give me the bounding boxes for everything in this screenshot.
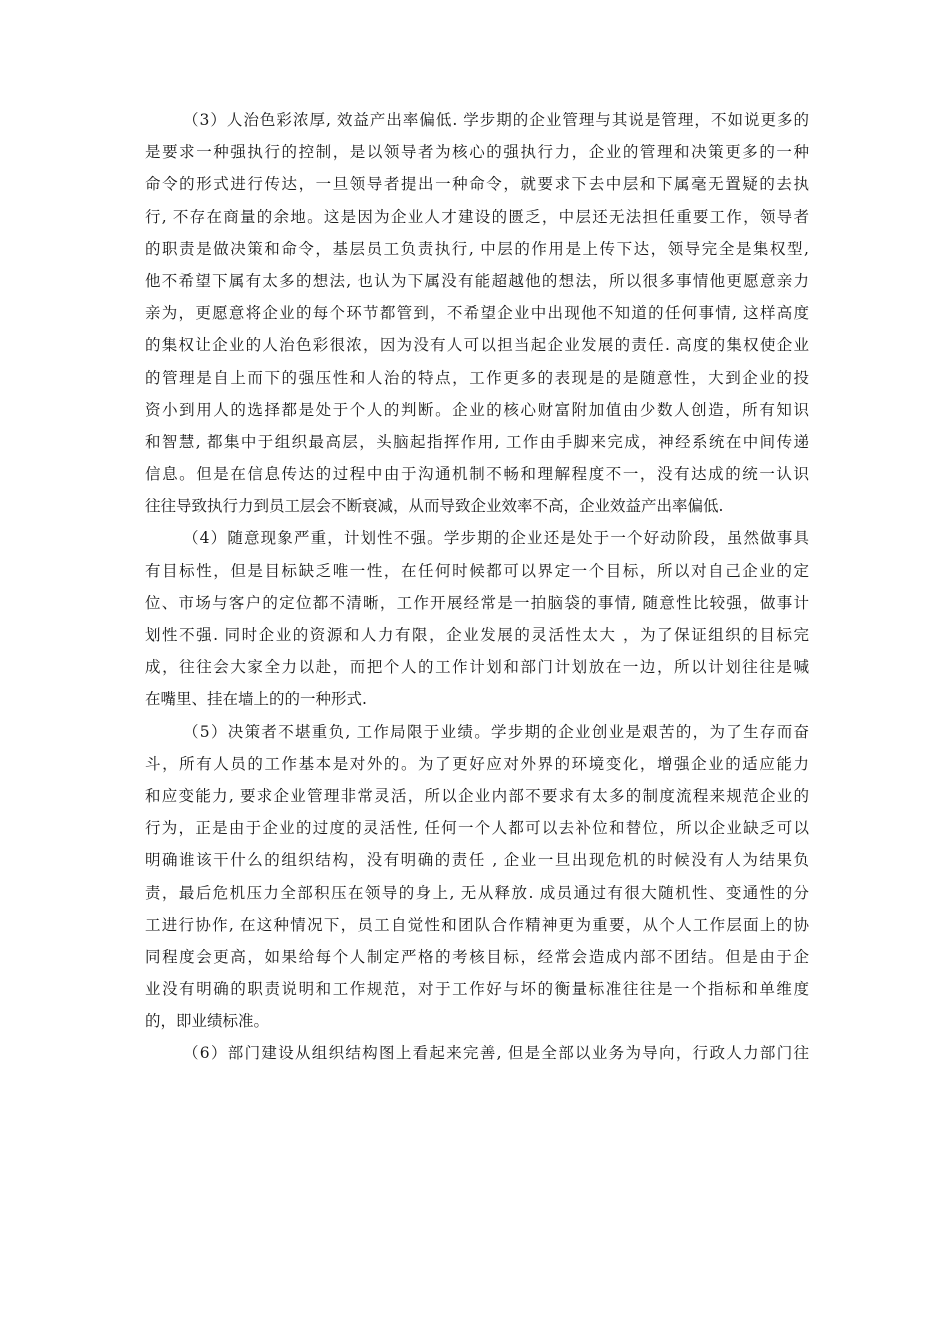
paragraph-4 — [145, 522, 809, 715]
text-line: 明确谁该干什么的组织结构，没有明确的责任 , 企业一旦出现危机的时候没有人为结果负 — [145, 851, 809, 870]
text-line: 信息。但是在信息传达的过程中由于沟通机制不畅和理解程度不一，没有达成的统一认识 — [145, 465, 809, 484]
text-line: 责，最后危机压力全部积压在领导的身上, 无从释放. 成员通过有很大随机性、变通性的分 — [145, 883, 809, 902]
text-line: 有目标性，但是目标缺乏唯一性，在任何时候都可以界定一个目标，所以对自己企业的定 — [145, 561, 809, 580]
text-line: （4）随意现象严重，计划性不强。学步期的企业还是处于一个好动阶段，虽然做事具 — [183, 529, 809, 548]
text-line: 是要求一种强执行的控制，是以领导者为核心的强执行力，企业的管理和决策更多的一种 — [145, 143, 809, 162]
text-line: 命令的形式进行传达，一旦领导者提出一种命令，就要求下去中层和下属毫无置疑的去执 — [145, 175, 809, 194]
text-line: 他不希望下属有太多的想法, 也认为下属没有能超越他的想法，所以很多事情他更愿意亲力 — [145, 271, 809, 290]
body-text — [145, 104, 809, 1070]
text-line: 的管理是自上而下的强压性和人治的特点，工作更多的表现是的是随意性，大到企业的投 — [145, 368, 809, 387]
text-line: 和应变能力, 要求企业管理非常灵活，所以企业内部不要求有太多的制度流程来规范企业的 — [145, 786, 809, 805]
text-line: 行为，正是由于企业的过度的灵活性, 任何一个人都可以去补位和替位，所以企业缺乏可以 — [145, 819, 809, 838]
text-line: 斗，所有人员的工作基本是对外的。为了更好应对外界的环境变化，增强企业的适应能力 — [145, 754, 809, 773]
text-line: 业没有明确的职责说明和工作规范，对于工作好与坏的衡量标准往往是一个指标和单维度 — [145, 980, 809, 999]
text-line: 行, 不存在商量的余地。这是因为企业人才建设的匮乏，中层还无法担任重要工作，领导者 — [145, 207, 809, 226]
text-line: 和智慧, 都集中于组织最高层，头脑起指挥作用, 工作由手脚来完成，神经系统在中间传递 — [145, 432, 809, 451]
paragraph-3 — [145, 104, 809, 522]
text-line: 在嘴里、挂在墙上的的一种形式. — [145, 690, 367, 709]
text-line: 位、市场与客户的定位都不清晰，工作开展经常是一拍脑袋的事情, 随意性比较强，做事计 — [145, 593, 809, 612]
text-line: 成，往往会大家全力以赴，而把个人的工作计划和部门计划放在一边，所以计划往往是喊 — [145, 658, 809, 677]
text-line: 的集权让企业的人治色彩很浓，因为没有人可以担当起企业发展的责任. 高度的集权使企业 — [145, 336, 809, 355]
text-line: 资小到用人的选择都是处于个人的判断。企业的核心财富附加值由少数人创造，所有知识 — [145, 400, 809, 419]
text-line: （5）决策者不堪重负, 工作局限于业绩。学步期的企业创业是艰苦的，为了生存而奋 — [183, 722, 809, 741]
text-line: 的，即业绩标准。 — [145, 1012, 270, 1031]
text-line: 工进行协作, 在这种情况下，员工自觉性和团队合作精神更为重要，从个人工作层面上的协 — [145, 915, 809, 934]
text-line: 的职责是做决策和命令，基层员工负责执行, 中层的作用是上传下达，领导完全是集权型, — [145, 239, 809, 258]
text-line: 划性不强. 同时企业的资源和人力有限，企业发展的灵活性太大 ，为了保证组织的目标完 — [145, 626, 809, 644]
paragraph-5 — [145, 716, 809, 1038]
text-line: 亲为，更愿意将企业的每个环节都管到，不希望企业中出现他不知道的任何事情, 这样高度 — [145, 304, 809, 323]
text-line: （3）人治色彩浓厚, 效益产出率偏低. 学步期的企业管理与其说是管理，不如说更多的 — [183, 111, 809, 129]
text-line: （6）部门建设从组织结构图上看起来完善, 但是全部以业务为导向，行政人力部门往 — [183, 1044, 809, 1063]
text-line: 往往导致执行力到员工层会不断衰减，从而导致企业效率不高，企业效益产出率偏低. — [145, 497, 724, 516]
text-line: 同程度会更高，如果给每个人制定严格的考核目标，经常会造成内部不团结。但是由于企 — [145, 947, 809, 966]
paragraph-6 — [145, 1037, 809, 1069]
